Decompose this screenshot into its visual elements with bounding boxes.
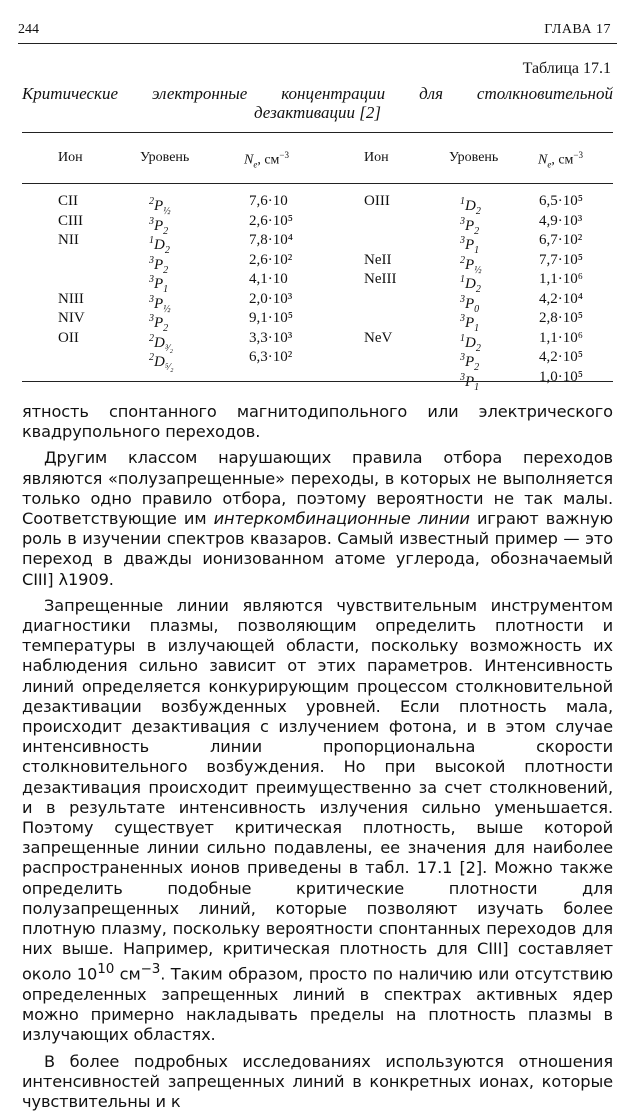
ion-cell: NIII [58, 290, 84, 307]
ne-unit: , см [257, 152, 280, 168]
density-cell: 2,0·10³ [249, 290, 293, 307]
table-top-rule [22, 132, 613, 133]
header-level-2: Уровень [449, 150, 499, 165]
term-multiplicity: 3 [460, 235, 465, 246]
text-span: играют важную роль в изучении спектров квазаров. Самый известный пример — это переход в дважды ионизованном атоме углерода, обозначаемый CIII] λ1909. [22, 509, 614, 589]
density-cell: 7,8·10⁴ [249, 232, 293, 248]
chapter-heading: ГЛАВА 17 [544, 22, 611, 37]
term-multiplicity: 3 [460, 313, 465, 324]
density-cell: 2,6·10² [249, 251, 293, 268]
emphasis-term: интеркомбинационные линии [213, 509, 470, 529]
term-multiplicity: 1 [460, 196, 465, 207]
density-cell: 4,2·10⁵ [539, 349, 583, 365]
term-j: ½ [163, 206, 171, 217]
term-multiplicity: 2 [149, 196, 154, 207]
ion-cell: CIII [58, 212, 83, 229]
ne-exponent: −3 [573, 150, 583, 160]
term-j: 2 [475, 284, 481, 295]
table-caption [22, 84, 613, 122]
density-cell: 7,6·10 [249, 193, 288, 209]
term-letter: P [465, 354, 475, 370]
header-ne-2 [538, 150, 583, 169]
term-letter: P [465, 237, 475, 253]
ne-symbol: N [244, 152, 254, 168]
ion-cell: CII [58, 193, 78, 209]
ne-symbol: N [538, 152, 548, 168]
term-letter: P [154, 276, 164, 292]
text-span: см [114, 964, 141, 984]
paragraph-1: ятность спонтанного магнитодипольного или электрического квадрупольного переходов. [22, 402, 613, 442]
term-multiplicity: 2 [149, 352, 154, 363]
header-rule [18, 43, 617, 44]
term-letter: D [154, 237, 165, 253]
term-letter: P [465, 217, 475, 234]
caption-word: Критические [22, 84, 119, 103]
term-j: 2 [163, 323, 169, 334]
ion-cell: OII [58, 329, 79, 346]
paragraph-3 [22, 596, 613, 1046]
density-cell: 6,3·10² [249, 349, 293, 365]
ion-cell: NeIII [364, 271, 397, 287]
table-row [0, 270, 641, 295]
term-j: 2 [475, 206, 481, 217]
density-cell: 1,1·10⁶ [539, 271, 583, 287]
term-j: 2 [164, 245, 170, 256]
term-letter: P [465, 295, 475, 312]
term-multiplicity: 3 [460, 352, 465, 363]
ne-exponent: −3 [279, 150, 289, 160]
term-j: ½ [163, 303, 171, 315]
term-j: 1 [474, 245, 480, 256]
density-cell: 3,3·10³ [249, 329, 293, 346]
term-j: 1 [163, 284, 169, 295]
table-body [0, 192, 641, 393]
term-multiplicity: 2 [149, 332, 154, 344]
table-row [0, 329, 641, 354]
table-row [0, 192, 641, 217]
term-letter: D [465, 198, 476, 214]
term-multiplicity: 1 [460, 332, 465, 344]
density-cell: 7,7·10⁵ [539, 251, 583, 268]
term-j: 2 [163, 264, 169, 276]
table-row [0, 348, 641, 373]
term-letter: P [465, 256, 475, 273]
caption-word: столкновительной [476, 84, 613, 103]
term-letter: P [465, 373, 475, 390]
table-row [0, 309, 641, 334]
term-letter: P [154, 217, 164, 234]
level-cell [460, 368, 479, 398]
caption-line-1 [22, 84, 613, 103]
term-j: 2 [474, 225, 480, 237]
term-j: 2 [163, 225, 169, 237]
term-multiplicity: 3 [149, 293, 154, 305]
term-multiplicity: 3 [149, 215, 154, 227]
ne-subscript: e [547, 159, 552, 170]
term-multiplicity: 1 [460, 274, 465, 285]
term-letter: P [154, 295, 164, 312]
term-multiplicity: 3 [460, 293, 465, 305]
table-row [0, 290, 641, 315]
header-ion-2: Ион [364, 150, 389, 165]
term-letter: D [154, 354, 165, 370]
paragraph-2 [22, 448, 613, 589]
density-cell: 6,7·10² [539, 232, 583, 248]
header-ion-1: Ион [58, 150, 83, 165]
density-cell: 1,0·10⁵ [539, 368, 583, 385]
term-j: 1 [474, 381, 480, 393]
term-multiplicity: 2 [460, 254, 465, 266]
caption-word: для [419, 84, 443, 103]
paragraph-4: В более подробных исследованиях используются отношения интенсивностей запрещенных линий в конкретных ионах, которые чувствительны и к [22, 1051, 613, 1112]
density-cell: 9,1·10⁵ [249, 310, 293, 326]
header-ne-1 [244, 150, 289, 169]
table-row [0, 368, 641, 393]
ion-cell: NeII [364, 251, 392, 268]
table-row [0, 251, 641, 276]
term-multiplicity: 3 [460, 215, 465, 227]
density-cell: 4,9·10³ [539, 212, 583, 229]
term-letter: P [465, 315, 475, 331]
ion-cell: NIV [58, 310, 85, 326]
text-span: Другим классом нарушающих правила отбора переходов являются «полузапрещенные» переходы, в которых не выполняется только одно правило отбора, поэтому вероятности не так малы. Соответствующие им [22, 448, 613, 529]
term-letter: P [154, 198, 164, 214]
term-j: ³⁄₂ [164, 342, 173, 354]
ion-cell: NII [58, 232, 79, 248]
term-j: 1 [474, 323, 480, 334]
table-label: Таблица 17.1 [522, 60, 611, 77]
term-j: ⁵⁄₂ [164, 362, 174, 373]
text-span: Запрещенные линии являются чувствительным инструментом диагностики плазмы, позволяющим определить плотности и температуры в излучающей области, поскольку возможность их наблюдения сильно зависит от этих параметров. Интенсивность линий определяется конкурирующим процессом столкновительной дезактивации возбужденных уровней. Если плотность мала, происходит дезактивация с излучением фотона, и в этом случае интенсивность линии пропорциональна скорости столкновительного возбуждения. Но при высокой плотности дезактивация происходит преимущественно за счет столкновений, и в результате интенсивность излучения сильно уменьшается. Поэтому существует критическая плотность, выше которой запрещенные линии сильно подавлены, ее значения для наиболее распространенных ионов приведены в табл. 17.1 [2]. Можно также определить подобные критические плотности для полузапрещенных линий, которые позволяют изучать более плотную плазму, поскольку вероятности спонтанных переходов для них выше. Например, критическая плотность для CIII] составляет около 10 [22, 595, 613, 984]
header-level-1: Уровень [140, 150, 190, 165]
term-j: 0 [474, 303, 480, 315]
caption-line-2: дезактивации [2] [253, 103, 381, 122]
table-row [0, 212, 641, 237]
density-cell: 2,8·10⁵ [539, 310, 583, 326]
exponent: −3 [140, 961, 161, 978]
ion-cell: OIII [364, 193, 390, 209]
term-j: 2 [475, 342, 481, 354]
term-j: ½ [474, 264, 482, 276]
density-cell: 2,6·10⁵ [249, 212, 293, 229]
term-multiplicity: 3 [149, 254, 154, 266]
term-multiplicity: 3 [460, 371, 465, 383]
density-cell: 6,5·10⁵ [539, 193, 583, 209]
term-letter: D [465, 334, 476, 351]
ne-unit: , см [551, 152, 574, 168]
term-letter: D [154, 334, 165, 351]
exponent: 10 [97, 961, 115, 978]
table-header-rule [22, 183, 613, 184]
term-j: 2 [474, 362, 480, 373]
text-span: . Таким образом, просто по наличию или отсутствию определенных запрещенных линий в спектрах активных ядер можно примерно накладывать пределы на плотность плазмы в излучающих областях. [22, 964, 613, 1045]
body-text [22, 402, 613, 1112]
term-multiplicity: 3 [149, 274, 154, 285]
caption-word: электронные [151, 84, 248, 103]
caption-word: концентрации [281, 84, 386, 103]
density-cell: 4,1·10 [249, 271, 288, 287]
ne-subscript: e [253, 159, 258, 170]
density-cell: 4,2·10⁴ [539, 290, 583, 307]
table-row [0, 231, 641, 256]
density-cell: 1,1·10⁶ [539, 329, 583, 346]
ion-cell: NeV [364, 329, 393, 346]
term-letter: P [154, 256, 164, 273]
term-letter: P [154, 315, 164, 331]
table-bottom-rule [22, 381, 613, 382]
term-letter: D [465, 276, 476, 292]
term-multiplicity: 3 [149, 313, 154, 324]
page-number: 244 [18, 22, 39, 37]
term-multiplicity: 1 [149, 235, 154, 246]
